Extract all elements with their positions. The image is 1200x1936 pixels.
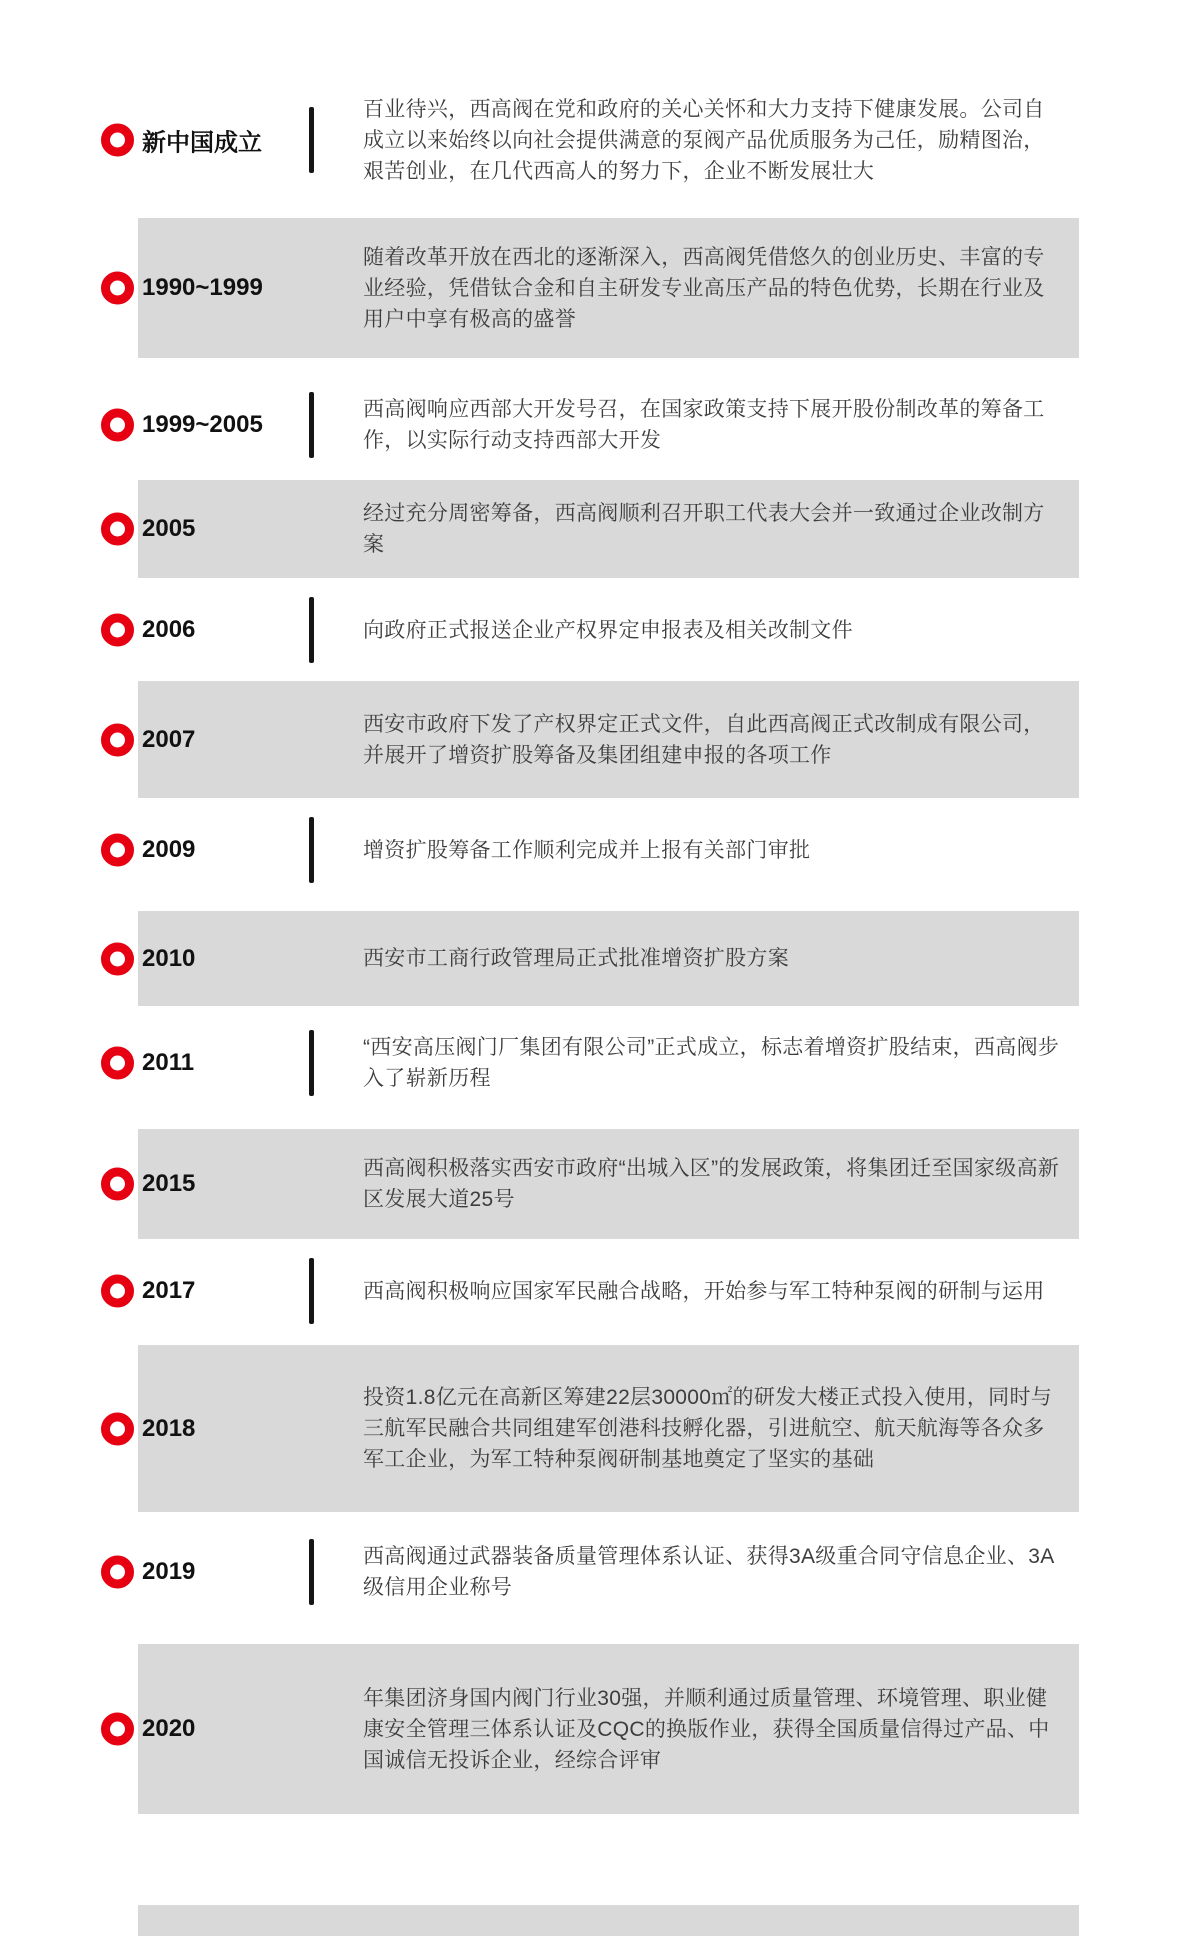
- timeline-description: 增资扩股筹备工作顺利完成并上报有关部门审批: [363, 838, 811, 862]
- timeline-row-2015: [0, 1129, 1200, 1239]
- red-ring-icon: [101, 409, 134, 442]
- timeline-year-label: 2019: [142, 1558, 196, 1585]
- timeline-year-label: 2006: [142, 616, 196, 643]
- timeline-description: 西高阀积极响应国家军民融合战略，开始参与军工特种泵阀的研制与运用: [363, 1279, 1045, 1303]
- timeline-description: 随着改革开放在西北的逐渐深入，西高阀凭借悠久的创业历史、丰富的专业经验，凭借钛合金和自主研发专业高压产品的特色优势，长期在行业及用户中享有极高的盛誉: [363, 245, 1045, 331]
- timeline-year-label: 2007: [142, 725, 196, 753]
- timeline-row-1999-2005: [0, 390, 1200, 460]
- timeline-row-2005: [0, 480, 1200, 578]
- timeline-year-label: 1999~2005: [142, 411, 263, 438]
- timeline-row-2020: [0, 1644, 1200, 1814]
- timeline-row-1990-1999: [0, 218, 1200, 358]
- timeline-row-2018: [0, 1345, 1200, 1512]
- timeline-description: 百业待兴，西高阀在党和政府的关心关怀和大力支持下健康发展。公司自成立以来始终以向社会提供满意的泵阀产品优质服务为己任，励精图治，艰苦创业，在几代西高人的努力下，企业不断发展壮大: [363, 97, 1045, 183]
- red-ring-icon: [101, 272, 134, 305]
- timeline-year-label: 2020: [142, 1715, 196, 1742]
- timeline-year-label: 1990~1999: [142, 274, 263, 301]
- timeline-row-2017: [0, 1256, 1200, 1326]
- red-ring-icon: [101, 723, 134, 756]
- timeline-description: “西安高压阀门厂集团有限公司”正式成立，标志着增资扩股结束，西高阀步入了崭新历程: [363, 1036, 1060, 1090]
- timeline-year-label: 2017: [142, 1277, 196, 1304]
- timeline-year-label: 2011: [142, 1049, 195, 1076]
- vertical-divider: [309, 1539, 314, 1605]
- timeline-description: 向政府正式报送企业产权界定申报表及相关改制文件: [363, 618, 853, 642]
- timeline-description: 经过充分周密筹备，西高阀顺利召开职工代表大会并一致通过企业改制方案: [363, 502, 1045, 556]
- red-ring-icon: [101, 1412, 134, 1445]
- timeline-year-label: 2018: [142, 1414, 196, 1442]
- timeline-year-label: 新中国成立: [142, 129, 262, 157]
- timeline-year-label: 2010: [142, 944, 196, 972]
- timeline-description: 投资1.8亿元在高新区筹建22层30000㎡的研发大楼正式投入使用，同时与三航军民融合共同组建军创港科技孵化器，引进航空、航天航海等各众多军工企业，为军工特种泵阀研制基地奠定了坚实的基础: [363, 1386, 1053, 1471]
- timeline-description: 西高阀通过武器装备质量管理体系认证、获得3A级重合同守信息企业、3A级信用企业称号: [363, 1545, 1055, 1599]
- timeline-year-label: 2009: [142, 836, 196, 863]
- timeline-row-2019: [0, 1537, 1200, 1607]
- vertical-divider: [309, 392, 314, 458]
- red-ring-icon: [101, 513, 134, 546]
- timeline-row-2006: [0, 595, 1200, 665]
- vertical-divider: [309, 1030, 314, 1096]
- red-ring-icon: [101, 124, 134, 157]
- red-ring-icon: [101, 942, 134, 975]
- timeline-row-founding: [0, 85, 1200, 195]
- timeline-year-label: 2015: [142, 1170, 196, 1197]
- timeline-description: 西高阀积极落实西安市政府“出城入区”的发展政策，将集团迁至国家级高新区发展大道25号: [363, 1157, 1060, 1211]
- timeline-description: 年集团济身国内阀门行业30强，并顺利通过质量管理、环境管理、职业健康安全管理三体系认证及CQC的换版作业，获得全国质量信得过产品、中国诚信无投诉企业，经综合评审: [363, 1686, 1050, 1772]
- timeline-description: 西安市工商行政管理局正式批准增资扩股方案: [363, 947, 789, 970]
- vertical-divider: [309, 817, 314, 883]
- vertical-divider: [309, 1258, 314, 1324]
- timeline-year-label: 2005: [142, 515, 196, 542]
- red-ring-icon: [101, 614, 134, 647]
- vertical-divider: [309, 107, 314, 173]
- timeline-description: 西安市政府下发了产权界定正式文件，自此西高阀正式改制成有限公司，并展开了增资扩股筹备及集团组建申报的各项工作: [363, 712, 1045, 767]
- partial-bottom-band: [138, 1905, 1079, 1936]
- timeline-row-2010: [0, 911, 1200, 1006]
- red-ring-icon: [101, 834, 134, 867]
- red-ring-icon: [101, 1713, 134, 1746]
- timeline-row-2011: [0, 1028, 1200, 1098]
- timeline-description: 西高阀响应西部大开发号召，在国家政策支持下展开股份制改革的筹备工作，以实际行动支持西部大开发: [363, 398, 1045, 452]
- timeline-row-2009: [0, 815, 1200, 885]
- vertical-divider: [309, 597, 314, 663]
- red-ring-icon: [101, 1275, 134, 1308]
- red-ring-icon: [101, 1047, 134, 1080]
- timeline-row-2007: [0, 681, 1200, 798]
- red-ring-icon: [101, 1168, 134, 1201]
- red-ring-icon: [101, 1556, 134, 1589]
